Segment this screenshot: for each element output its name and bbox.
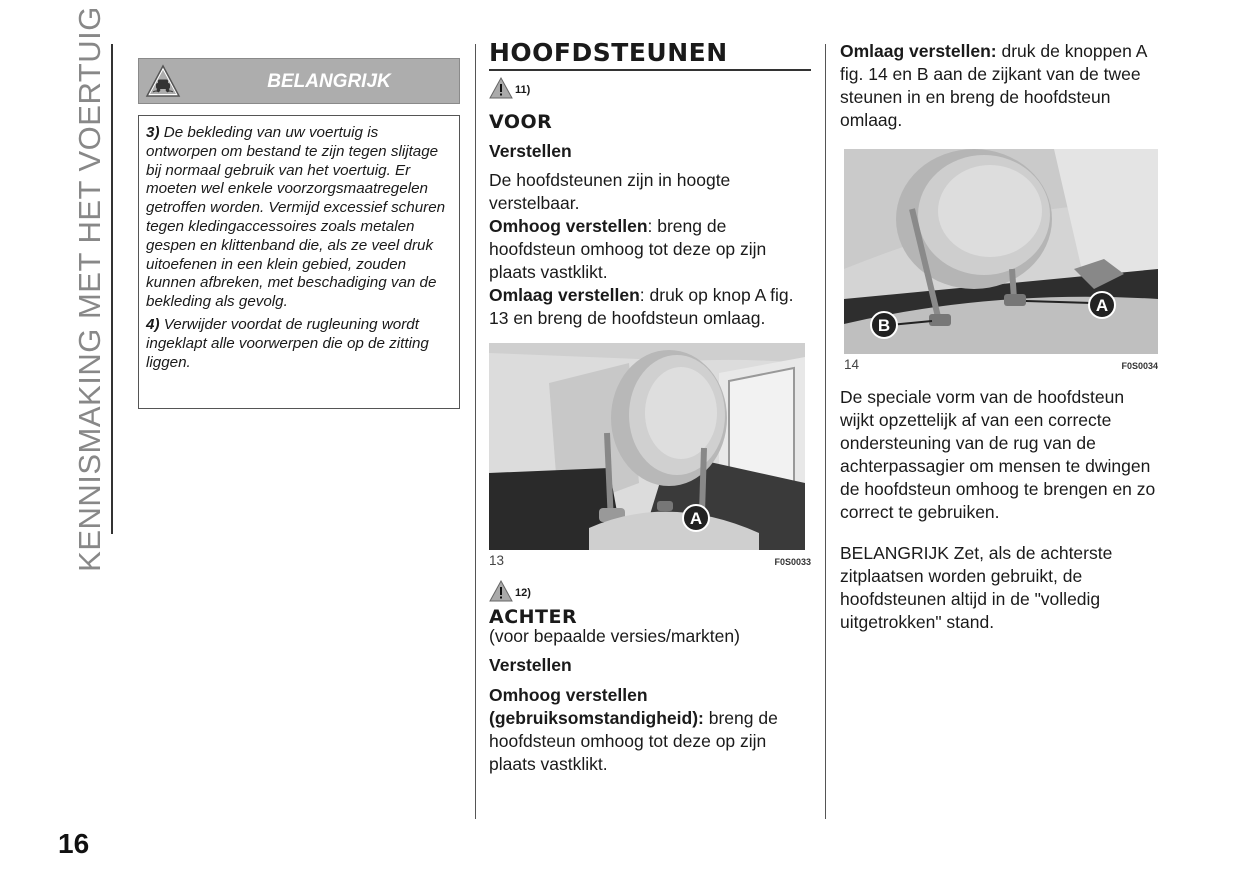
figure-13 (489, 343, 811, 568)
column-divider (825, 44, 826, 819)
up-label: Omhoog verstellen (gebruiksomstandigheid): (489, 685, 704, 728)
figure-13-caption (489, 553, 811, 568)
warning-box-header (138, 58, 460, 104)
down-label: Omlaag verstellen (489, 285, 640, 305)
figure-14-marker-a: A (1095, 296, 1109, 315)
note-text: De bekleding van uw voertuig is ontworpen om bestand te zijn tegen slijtage bij normaal gebruik van het voertuig. Er moeten wel enkele voorzorgsmaatregelen getroffen worden. Vermijd excessief schuren tegen kledingaccessoires zoals metalen gespen en klittenband die, als ze veel druk uitoefenen in een klein gebied, zouden kunnen afbreken, met beschadiging van de bekleding als gevolg. (146, 124, 446, 311)
figure-code: F0S0033 (774, 557, 811, 567)
down-text: druk de knoppen A fig. 14 en B aan de zijkant van de twee steunen in en breng de hoofdsteun omlaag. (840, 41, 1147, 130)
note-text: Verwijder voordat de rugleuning wordt ingeklapt alle voorwerpen die op de zitting liggen. (146, 315, 429, 371)
warning-reference (489, 77, 811, 99)
warning-triangle-icon (489, 580, 513, 602)
up-label: Omhoog verstellen (489, 216, 648, 236)
rear-subheading: Verstellen (489, 655, 572, 675)
figure-number: 13 (489, 553, 505, 568)
warning-note-3 (146, 124, 453, 312)
up-text: : breng de hoofdsteun omhoog tot deze op zijn plaats vastklikt. (489, 216, 767, 282)
chapter-side-title (72, 6, 108, 572)
warning-triangle-icon (489, 77, 513, 99)
page-number: 16 (58, 828, 90, 859)
figure-13-marker-a: A (689, 509, 703, 528)
warning-reference-number: 11) (515, 84, 531, 96)
up-text: breng de hoofdsteun omhoog tot deze op zijn plaats vastklikt. (489, 708, 778, 774)
down-text: : druk op knop A fig. 13 en breng de hoofdsteun omlaag. (489, 285, 794, 328)
rear-heading: ACHTER (489, 606, 578, 628)
important-paragraph: BELANGRIJK Zet, als de achterste zitplaatsen worden gebruikt, de hoofdsteunen altijd in de "volledig uitgetrokken" stand. (840, 543, 1113, 632)
column-right (840, 40, 1158, 634)
section-title: HOOFDSTEUNEN (489, 38, 811, 71)
figure-14 (844, 149, 1158, 372)
figure-code: F0S0034 (1121, 361, 1158, 371)
front-down-paragraph (489, 284, 811, 330)
side-divider (111, 44, 113, 534)
warning-note-4 (146, 316, 453, 372)
special-shape-paragraph: De speciale vorm van de hoofdsteun wijkt opzettelijk af van een correcte ondersteuning van de rug van de achterpassagier om mensen te dwingen de hoofdsteun omhoog te brengen en zo correct te gebruiken. (840, 387, 1156, 522)
front-intro: De hoofdsteunen zijn in hoogte verstelbaar. (489, 170, 731, 213)
warning-reference-number: 12) (515, 587, 531, 599)
figure-14-caption (844, 357, 1158, 372)
figure-14-marker-b: B (877, 316, 891, 335)
rear-headrest-image (844, 149, 1158, 354)
note-number: 3) (146, 124, 160, 141)
warning-box-body (138, 115, 460, 409)
column-middle (489, 38, 811, 776)
note-number: 4) (146, 315, 160, 333)
rear-note: (voor bepaalde versies/markten) (489, 626, 740, 646)
rear-down-paragraph (840, 40, 1158, 132)
front-headrest-image (489, 343, 805, 550)
column-divider (475, 44, 476, 819)
warning-label: BELANGRIJK (267, 71, 391, 92)
front-subheading: Verstellen (489, 141, 572, 161)
chapter-title-text: KENNISMAKING MET HET VOERTUIG (72, 6, 107, 572)
front-heading: VOOR (489, 111, 553, 133)
front-up-paragraph (489, 215, 811, 284)
warning-reference (489, 580, 811, 602)
figure-number: 14 (844, 357, 860, 372)
rear-up-paragraph (489, 684, 811, 776)
down-label: Omlaag verstellen: (840, 41, 997, 61)
car-skid-warning-icon (145, 63, 181, 99)
